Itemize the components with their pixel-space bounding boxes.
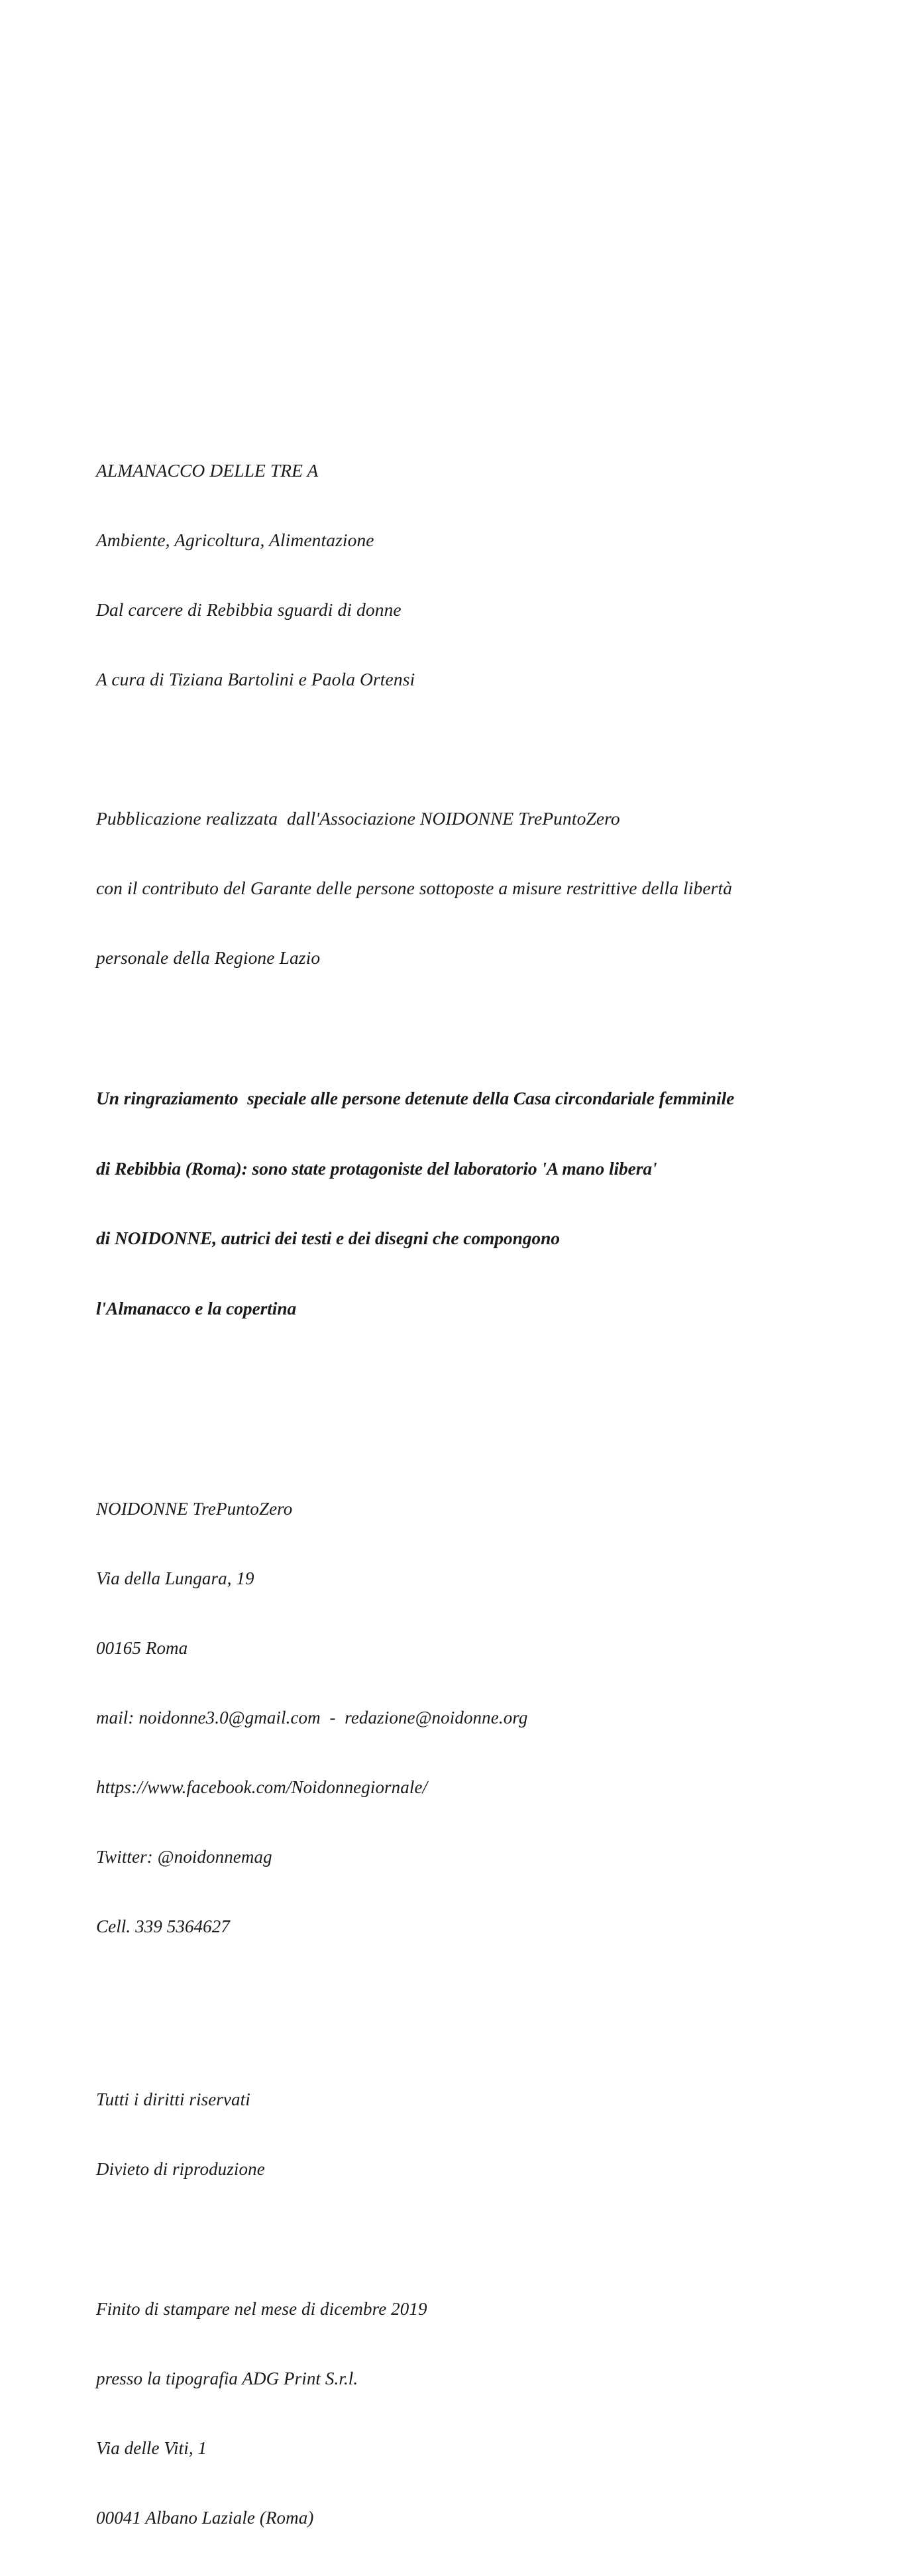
publication-description: Dal carcere di Rebibbia sguardi di donne — [96, 599, 402, 620]
organization-name: NOIDONNE TrePuntoZero — [96, 1499, 293, 1519]
acknowledgement-line-2: di Rebibbia (Roma): sono state protagoniste del laboratorio 'A mano libera' — [96, 1157, 657, 1179]
contact-block — [96, 1451, 838, 1985]
email-line: mail: noidonne3.0@gmail.com - redazione@noidonne.org — [96, 1708, 528, 1727]
acknowledgement-block — [96, 1040, 838, 1366]
printing-date: Finito di stampare nel mese di dicembre 2019 — [96, 2299, 427, 2319]
publication-subtitle: Ambiente, Agricoltura, Alimentazione — [96, 530, 374, 550]
publisher-line-2: con il contributo del Garante delle persone sottoposte a misure restrittive della libertà — [96, 878, 733, 898]
acknowledgement-line-1: Un ringraziamento speciale alle persone detenute della Casa circondariale femminile — [96, 1088, 735, 1108]
publisher-line-1: Pubblicazione realizzata dall'Associazione NOIDONNE TrePuntoZero — [96, 808, 620, 829]
rights-reserved: Tutti i diritti riservati — [96, 2089, 250, 2109]
reproduction-prohibited: Divieto di riproduzione — [96, 2159, 265, 2179]
acknowledgement-line-3: di NOIDONNE, autrici dei testi e dei disegni che compongono — [96, 1228, 560, 1248]
publisher-line-3: personale della Regione Lazio — [96, 947, 321, 968]
twitter-handle: Twitter: @noidonnemag — [96, 1847, 272, 1867]
printer-street: Via delle Viti, 1 — [96, 2438, 207, 2458]
publisher-block — [96, 760, 838, 1016]
printer-city: 00041 Albano Laziale (Roma) — [96, 2508, 314, 2528]
facebook-url: https://www.facebook.com/Noidonnegiornale/ — [96, 1777, 428, 1797]
colophon-content — [96, 412, 838, 2576]
rights-block — [96, 2042, 838, 2227]
printing-block — [96, 2251, 838, 2576]
title-block — [96, 412, 838, 737]
address-street: Via della Lungara, 19 — [96, 1568, 254, 1588]
phone-number: Cell. 339 5364627 — [96, 1916, 230, 1936]
publication-title: ALMANACCO DELLE TRE A — [96, 460, 319, 481]
address-city: 00165 Roma — [96, 1638, 188, 1658]
printer-name: presso la tipografia ADG Print S.r.l. — [96, 2369, 358, 2388]
publication-editors: A cura di Tiziana Bartolini e Paola Ortensi — [96, 669, 415, 689]
acknowledgement-line-4: l'Almanacco e la copertina — [96, 1297, 297, 1318]
